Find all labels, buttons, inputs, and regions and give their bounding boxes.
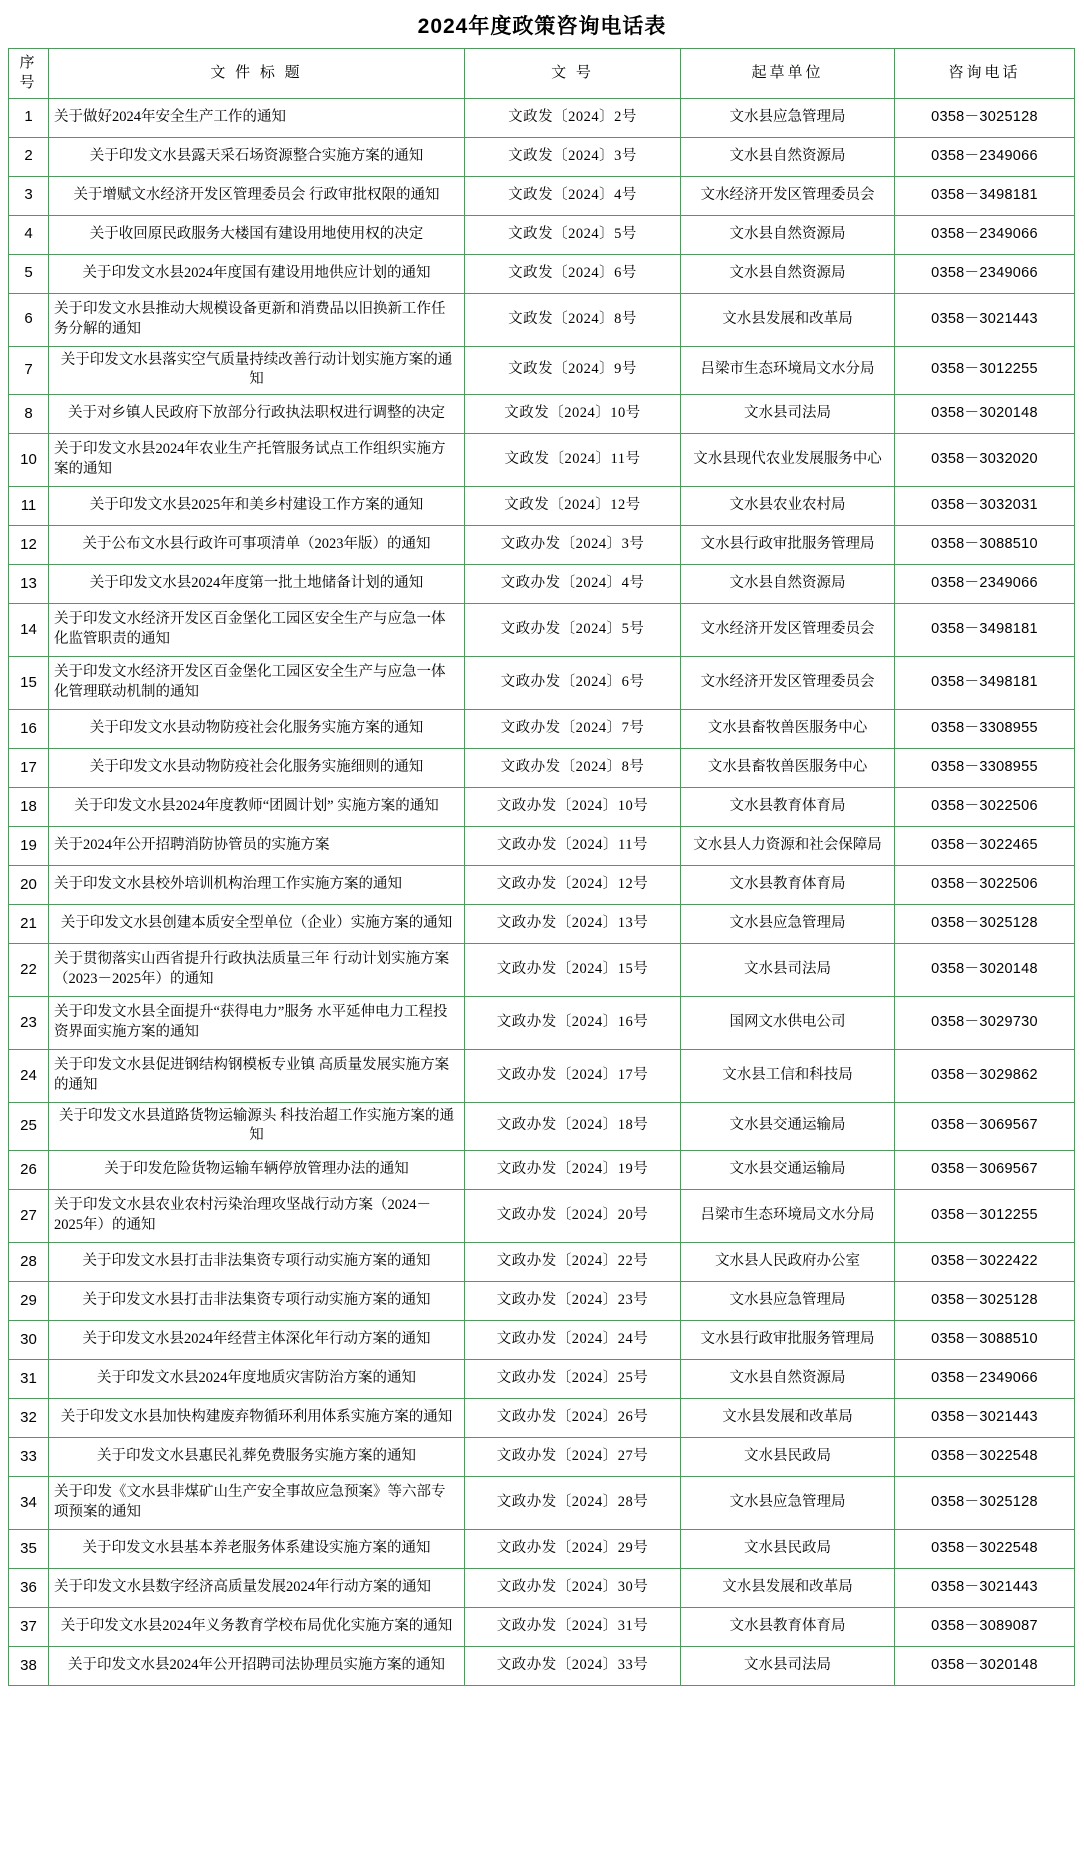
row-document-number: 文政发〔2024〕8号	[465, 293, 681, 346]
row-document-number: 文政办发〔2024〕23号	[465, 1281, 681, 1320]
table-row	[9, 137, 1075, 176]
row-document-title: 关于印发文水县创建本质安全型单位（企业）实施方案的通知	[49, 904, 465, 943]
column-header-tel: 咨询电话	[895, 49, 1075, 99]
row-drafting-org: 文水县行政审批服务管理局	[681, 525, 895, 564]
page-title: 2024年度政策咨询电话表	[417, 15, 667, 38]
row-phone-number: 0358－3021443	[895, 293, 1075, 346]
policy-phone-table	[8, 48, 1075, 1686]
table-row	[9, 293, 1075, 346]
table-row	[9, 865, 1075, 904]
row-document-title: 关于印发文水县露天采石场资源整合实施方案的通知	[49, 137, 465, 176]
row-index: 24	[9, 1049, 49, 1102]
row-index: 11	[9, 486, 49, 525]
row-drafting-org: 文水县教育体育局	[681, 1607, 895, 1646]
row-phone-number: 0358－3020148	[895, 943, 1075, 996]
row-drafting-org: 文水县自然资源局	[681, 137, 895, 176]
row-index: 33	[9, 1437, 49, 1476]
row-document-title: 关于印发文水县推动大规模设备更新和消费品以旧换新工作任务分解的通知	[49, 293, 465, 346]
row-document-title: 关于印发文水县2025年和美乡村建设工作方案的通知	[49, 486, 465, 525]
row-phone-number: 0358－3088510	[895, 525, 1075, 564]
table-row	[9, 1437, 1075, 1476]
row-document-number: 文政办发〔2024〕18号	[465, 1102, 681, 1150]
row-index: 25	[9, 1102, 49, 1150]
table-row	[9, 603, 1075, 656]
row-phone-number: 0358－3021443	[895, 1568, 1075, 1607]
row-document-number: 文政发〔2024〕2号	[465, 98, 681, 137]
row-index: 21	[9, 904, 49, 943]
row-drafting-org: 文水县司法局	[681, 394, 895, 433]
table-row	[9, 1568, 1075, 1607]
row-drafting-org: 文水县应急管理局	[681, 1281, 895, 1320]
row-document-title: 关于印发文水经济开发区百金堡化工园区安全生产与应急一体化监管职责的通知	[49, 603, 465, 656]
row-document-number: 文政办发〔2024〕30号	[465, 1568, 681, 1607]
row-phone-number: 0358－3022506	[895, 787, 1075, 826]
row-document-title: 关于印发文水县2024年农业生产托管服务试点工作组织实施方案的通知	[49, 433, 465, 486]
row-index: 32	[9, 1398, 49, 1437]
row-document-number: 文政办发〔2024〕31号	[465, 1607, 681, 1646]
row-index: 22	[9, 943, 49, 996]
table-header-row	[9, 49, 1075, 99]
row-drafting-org: 文水县自然资源局	[681, 254, 895, 293]
row-phone-number: 0358－3029730	[895, 996, 1075, 1049]
row-phone-number: 0358－3025128	[895, 1476, 1075, 1529]
row-drafting-org: 文水经济开发区管理委员会	[681, 603, 895, 656]
row-phone-number: 0358－3032020	[895, 433, 1075, 486]
row-document-number: 文政办发〔2024〕6号	[465, 656, 681, 709]
row-document-number: 文政办发〔2024〕28号	[465, 1476, 681, 1529]
table-row	[9, 98, 1075, 137]
column-header-org: 起草单位	[681, 49, 895, 99]
row-index: 14	[9, 603, 49, 656]
row-drafting-org: 文水县工信和科技局	[681, 1049, 895, 1102]
row-drafting-org: 文水县畜牧兽医服务中心	[681, 709, 895, 748]
table-row	[9, 433, 1075, 486]
row-index: 17	[9, 748, 49, 787]
row-document-title: 关于印发文水县2024年公开招聘司法协理员实施方案的通知	[49, 1646, 465, 1685]
row-document-number: 文政发〔2024〕4号	[465, 176, 681, 215]
row-index: 10	[9, 433, 49, 486]
row-index: 3	[9, 176, 49, 215]
row-document-title: 关于印发文水县动物防疫社会化服务实施细则的通知	[49, 748, 465, 787]
table-row	[9, 394, 1075, 433]
table-row	[9, 1049, 1075, 1102]
row-document-number: 文政办发〔2024〕8号	[465, 748, 681, 787]
row-document-number: 文政办发〔2024〕12号	[465, 865, 681, 904]
table-row	[9, 748, 1075, 787]
table-row	[9, 1189, 1075, 1242]
row-index: 4	[9, 215, 49, 254]
row-drafting-org: 吕梁市生态环境局文水分局	[681, 346, 895, 394]
row-index: 18	[9, 787, 49, 826]
table-row	[9, 996, 1075, 1049]
table-row	[9, 826, 1075, 865]
row-document-title: 关于印发危险货物运输车辆停放管理办法的通知	[49, 1150, 465, 1189]
row-drafting-org: 文水县发展和改革局	[681, 293, 895, 346]
row-index: 1	[9, 98, 49, 137]
row-index: 20	[9, 865, 49, 904]
row-phone-number: 0358－3021443	[895, 1398, 1075, 1437]
row-index: 38	[9, 1646, 49, 1685]
row-phone-number: 0358－3498181	[895, 603, 1075, 656]
table-row	[9, 564, 1075, 603]
row-document-title: 关于公布文水县行政许可事项清单（2023年版）的通知	[49, 525, 465, 564]
row-document-number: 文政办发〔2024〕20号	[465, 1189, 681, 1242]
row-document-title: 关于印发文水县2024年义务教育学校布局优化实施方案的通知	[49, 1607, 465, 1646]
table-row	[9, 1242, 1075, 1281]
table-row	[9, 787, 1075, 826]
row-document-title: 关于印发文水县道路货物运输源头 科技治超工作实施方案的通知	[49, 1102, 465, 1150]
row-document-title: 关于印发文水县2024年度国有建设用地供应计划的通知	[49, 254, 465, 293]
row-drafting-org: 文水县应急管理局	[681, 904, 895, 943]
row-document-number: 文政发〔2024〕9号	[465, 346, 681, 394]
row-index: 16	[9, 709, 49, 748]
row-drafting-org: 文水县民政局	[681, 1437, 895, 1476]
row-document-number: 文政办发〔2024〕4号	[465, 564, 681, 603]
row-document-title: 关于印发文水县2024年度第一批土地储备计划的通知	[49, 564, 465, 603]
row-drafting-org: 国网文水供电公司	[681, 996, 895, 1049]
row-phone-number: 0358－3308955	[895, 709, 1075, 748]
row-index: 26	[9, 1150, 49, 1189]
table-row	[9, 709, 1075, 748]
table-row	[9, 904, 1075, 943]
row-phone-number: 0358－3012255	[895, 1189, 1075, 1242]
row-document-title: 关于对乡镇人民政府下放部分行政执法职权进行调整的决定	[49, 394, 465, 433]
row-document-number: 文政办发〔2024〕27号	[465, 1437, 681, 1476]
row-phone-number: 0358－3025128	[895, 1281, 1075, 1320]
row-phone-number: 0358－3032031	[895, 486, 1075, 525]
row-index: 12	[9, 525, 49, 564]
column-header-index: 序号	[9, 49, 49, 99]
row-phone-number: 0358－3069567	[895, 1102, 1075, 1150]
row-phone-number: 0358－3022422	[895, 1242, 1075, 1281]
row-index: 6	[9, 293, 49, 346]
row-phone-number: 0358－3308955	[895, 748, 1075, 787]
row-drafting-org: 文水经济开发区管理委员会	[681, 656, 895, 709]
row-index: 8	[9, 394, 49, 433]
row-document-number: 文政办发〔2024〕25号	[465, 1359, 681, 1398]
row-index: 37	[9, 1607, 49, 1646]
row-phone-number: 0358－3498181	[895, 656, 1075, 709]
row-drafting-org: 文水县教育体育局	[681, 787, 895, 826]
row-index: 36	[9, 1568, 49, 1607]
row-drafting-org: 文水县行政审批服务管理局	[681, 1320, 895, 1359]
row-document-number: 文政办发〔2024〕29号	[465, 1529, 681, 1568]
table-row	[9, 1476, 1075, 1529]
row-drafting-org: 文水县民政局	[681, 1529, 895, 1568]
row-phone-number: 0358－3020148	[895, 394, 1075, 433]
row-document-title: 关于印发文水县打击非法集资专项行动实施方案的通知	[49, 1281, 465, 1320]
row-document-title: 关于印发文水县加快构建废弃物循环利用体系实施方案的通知	[49, 1398, 465, 1437]
row-document-title: 关于印发文水县促进钢结构钢模板专业镇 高质量发展实施方案的通知	[49, 1049, 465, 1102]
table-row	[9, 215, 1075, 254]
row-index: 28	[9, 1242, 49, 1281]
row-drafting-org: 文水县司法局	[681, 943, 895, 996]
row-drafting-org: 文水县自然资源局	[681, 215, 895, 254]
row-document-title: 关于印发文水县惠民礼葬免费服务实施方案的通知	[49, 1437, 465, 1476]
row-drafting-org: 文水县农业农村局	[681, 486, 895, 525]
row-document-number: 文政办发〔2024〕16号	[465, 996, 681, 1049]
row-drafting-org: 文水县人民政府办公室	[681, 1242, 895, 1281]
row-index: 15	[9, 656, 49, 709]
row-document-title: 关于印发文水县全面提升“获得电力”服务 水平延伸电力工程投资界面实施方案的通知	[49, 996, 465, 1049]
row-document-number: 文政办发〔2024〕17号	[465, 1049, 681, 1102]
column-header-title: 文 件 标 题	[49, 49, 465, 99]
table-row	[9, 525, 1075, 564]
row-index: 19	[9, 826, 49, 865]
row-document-number: 文政办发〔2024〕11号	[465, 826, 681, 865]
row-document-title: 关于印发文水县农业农村污染治理攻坚战行动方案（2024－2025年）的通知	[49, 1189, 465, 1242]
table-row	[9, 1607, 1075, 1646]
row-document-number: 文政发〔2024〕5号	[465, 215, 681, 254]
table-row	[9, 486, 1075, 525]
row-document-title: 关于印发文水县数字经济高质量发展2024年行动方案的通知	[49, 1568, 465, 1607]
row-drafting-org: 文水县发展和改革局	[681, 1398, 895, 1437]
row-drafting-org: 文水县应急管理局	[681, 1476, 895, 1529]
row-phone-number: 0358－3029862	[895, 1049, 1075, 1102]
row-document-title: 关于印发文水经济开发区百金堡化工园区安全生产与应急一体化管理联动机制的通知	[49, 656, 465, 709]
row-drafting-org: 文水县发展和改革局	[681, 1568, 895, 1607]
row-document-number: 文政办发〔2024〕33号	[465, 1646, 681, 1685]
row-drafting-org: 文水县交通运输局	[681, 1150, 895, 1189]
row-document-number: 文政办发〔2024〕22号	[465, 1242, 681, 1281]
row-drafting-org: 吕梁市生态环境局文水分局	[681, 1189, 895, 1242]
row-document-number: 文政办发〔2024〕13号	[465, 904, 681, 943]
row-drafting-org: 文水县自然资源局	[681, 1359, 895, 1398]
row-document-title: 关于做好2024年安全生产工作的通知	[49, 98, 465, 137]
row-document-number: 文政办发〔2024〕15号	[465, 943, 681, 996]
row-index: 27	[9, 1189, 49, 1242]
row-index: 35	[9, 1529, 49, 1568]
table-row	[9, 1102, 1075, 1150]
row-drafting-org: 文水县人力资源和社会保障局	[681, 826, 895, 865]
table-row	[9, 1359, 1075, 1398]
table-row	[9, 176, 1075, 215]
row-document-number: 文政发〔2024〕3号	[465, 137, 681, 176]
row-document-title: 关于印发文水县2024年经营主体深化年行动方案的通知	[49, 1320, 465, 1359]
row-phone-number: 0358－3025128	[895, 904, 1075, 943]
row-phone-number: 0358－2349066	[895, 1359, 1075, 1398]
row-drafting-org: 文水县自然资源局	[681, 564, 895, 603]
row-phone-number: 0358－3088510	[895, 1320, 1075, 1359]
row-document-number: 文政办发〔2024〕3号	[465, 525, 681, 564]
row-index: 5	[9, 254, 49, 293]
row-drafting-org: 文水县应急管理局	[681, 98, 895, 137]
row-index: 13	[9, 564, 49, 603]
row-phone-number: 0358－3022548	[895, 1437, 1075, 1476]
row-index: 7	[9, 346, 49, 394]
row-document-number: 文政发〔2024〕12号	[465, 486, 681, 525]
row-drafting-org: 文水县现代农业发展服务中心	[681, 433, 895, 486]
row-document-title: 关于印发《文水县非煤矿山生产安全事故应急预案》等六部专项预案的通知	[49, 1476, 465, 1529]
row-document-title: 关于印发文水县校外培训机构治理工作实施方案的通知	[49, 865, 465, 904]
row-drafting-org: 文水县交通运输局	[681, 1102, 895, 1150]
row-phone-number: 0358－2349066	[895, 564, 1075, 603]
row-phone-number: 0358－3069567	[895, 1150, 1075, 1189]
table-body	[9, 98, 1075, 1685]
table-row	[9, 346, 1075, 394]
row-phone-number: 0358－3025128	[895, 98, 1075, 137]
row-document-number: 文政办发〔2024〕7号	[465, 709, 681, 748]
row-document-title: 关于2024年公开招聘消防协管员的实施方案	[49, 826, 465, 865]
row-index: 31	[9, 1359, 49, 1398]
row-phone-number: 0358－3498181	[895, 176, 1075, 215]
row-phone-number: 0358－2349066	[895, 137, 1075, 176]
row-document-title: 关于收回原民政服务大楼国有建设用地使用权的决定	[49, 215, 465, 254]
row-document-number: 文政发〔2024〕11号	[465, 433, 681, 486]
row-index: 2	[9, 137, 49, 176]
table-row	[9, 656, 1075, 709]
column-header-number: 文 号	[465, 49, 681, 99]
table-row	[9, 1398, 1075, 1437]
row-index: 23	[9, 996, 49, 1049]
row-document-title: 关于贯彻落实山西省提升行政执法质量三年 行动计划实施方案（2023－2025年）的通知	[49, 943, 465, 996]
row-document-title: 关于印发文水县落实空气质量持续改善行动计划实施方案的通知	[49, 346, 465, 394]
row-phone-number: 0358－2349066	[895, 215, 1075, 254]
row-index: 34	[9, 1476, 49, 1529]
row-document-number: 文政发〔2024〕6号	[465, 254, 681, 293]
row-document-title: 关于印发文水县打击非法集资专项行动实施方案的通知	[49, 1242, 465, 1281]
row-drafting-org: 文水县畜牧兽医服务中心	[681, 748, 895, 787]
row-document-title: 关于印发文水县动物防疫社会化服务实施方案的通知	[49, 709, 465, 748]
row-phone-number: 0358－3022506	[895, 865, 1075, 904]
table-row	[9, 943, 1075, 996]
row-index: 29	[9, 1281, 49, 1320]
row-document-number: 文政办发〔2024〕26号	[465, 1398, 681, 1437]
table-row	[9, 1529, 1075, 1568]
table-row	[9, 1320, 1075, 1359]
row-drafting-org: 文水县司法局	[681, 1646, 895, 1685]
row-drafting-org: 文水县教育体育局	[681, 865, 895, 904]
row-document-title: 关于印发文水县2024年度教师“团圆计划” 实施方案的通知	[49, 787, 465, 826]
row-document-number: 文政办发〔2024〕24号	[465, 1320, 681, 1359]
row-document-title: 关于增赋文水经济开发区管理委员会 行政审批权限的通知	[49, 176, 465, 215]
row-document-number: 文政办发〔2024〕19号	[465, 1150, 681, 1189]
table-row	[9, 1646, 1075, 1685]
row-document-title: 关于印发文水县基本养老服务体系建设实施方案的通知	[49, 1529, 465, 1568]
row-index: 30	[9, 1320, 49, 1359]
row-phone-number: 0358－3022548	[895, 1529, 1075, 1568]
row-document-title: 关于印发文水县2024年度地质灾害防治方案的通知	[49, 1359, 465, 1398]
table-row	[9, 1150, 1075, 1189]
row-drafting-org: 文水经济开发区管理委员会	[681, 176, 895, 215]
row-phone-number: 0358－3020148	[895, 1646, 1075, 1685]
row-phone-number: 0358－2349066	[895, 254, 1075, 293]
row-phone-number: 0358－3012255	[895, 346, 1075, 394]
row-phone-number: 0358－3089087	[895, 1607, 1075, 1646]
row-phone-number: 0358－3022465	[895, 826, 1075, 865]
row-document-number: 文政办发〔2024〕10号	[465, 787, 681, 826]
table-row	[9, 1281, 1075, 1320]
table-row	[9, 254, 1075, 293]
row-document-number: 文政发〔2024〕10号	[465, 394, 681, 433]
row-document-number: 文政办发〔2024〕5号	[465, 603, 681, 656]
